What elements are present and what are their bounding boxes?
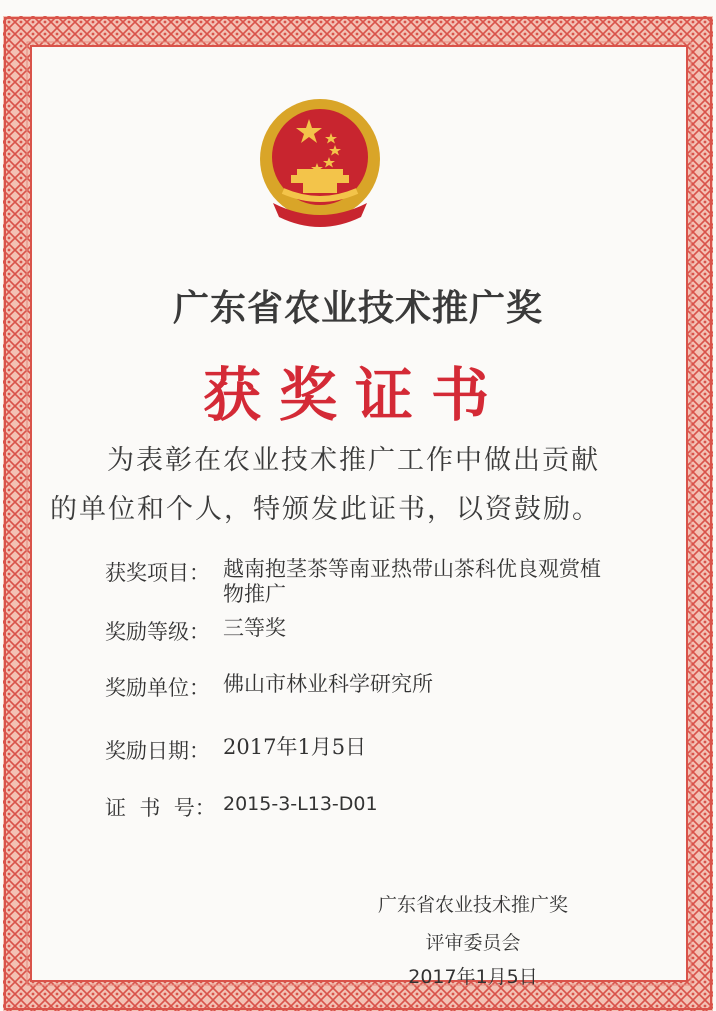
- field-value: 2017年1月5日: [223, 735, 367, 759]
- issuer-date: 2017年1月5日: [408, 966, 538, 988]
- field-value: 三等奖: [223, 616, 286, 640]
- issuer-name: 广东省农业技术推广奖: [377, 894, 568, 916]
- intro-text-line-1: 为表彰在农业技术推广工作中做出贡献: [107, 445, 600, 476]
- field-certificate-number: [105, 792, 603, 822]
- field-label: 奖励日期：: [105, 739, 210, 763]
- field-label: 奖励单位：: [105, 676, 210, 700]
- field-label: 证 书 号：: [105, 796, 216, 820]
- field-value: 越南抱茎茶等南亚热带山茶科优良观赏植物推广: [223, 557, 601, 606]
- field-label: 获奖项目：: [105, 561, 210, 585]
- certificate-title: 广东省农业技术推广奖: [172, 288, 543, 329]
- field-award-project: [105, 557, 603, 607]
- field-award-unit: [105, 672, 603, 702]
- national-emblem-icon: [253, 95, 387, 237]
- certificate-subtitle: 获奖证书: [202, 361, 507, 429]
- intro-text-line-2: 的单位和个人，特颁发此证书，以资鼓励。: [50, 494, 601, 525]
- issuer-committee: 评审委员会: [425, 932, 521, 954]
- field-value: 2015-3-L13-D01: [223, 793, 378, 815]
- field-award-date: [105, 735, 603, 765]
- field-label: 奖励等级：: [105, 620, 210, 644]
- field-value: 佛山市林业科学研究所: [223, 672, 433, 696]
- field-award-level: [105, 616, 603, 646]
